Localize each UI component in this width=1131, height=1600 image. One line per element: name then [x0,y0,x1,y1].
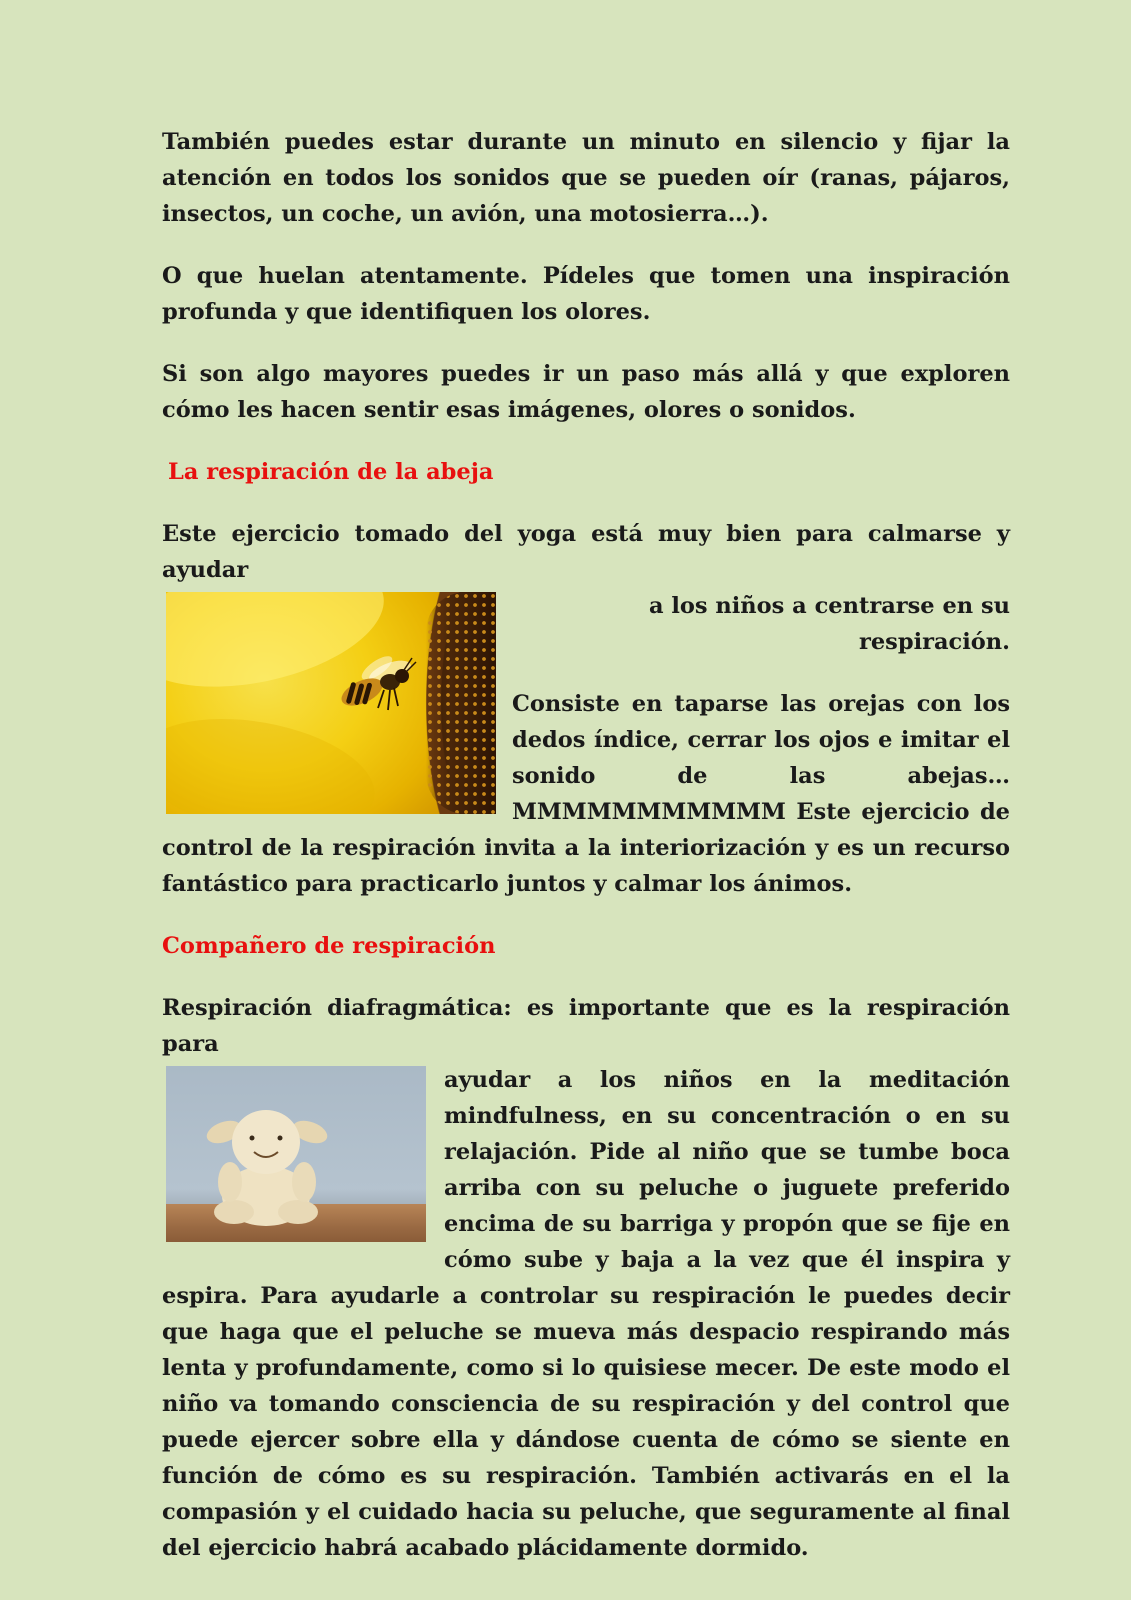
paragraph-silence: También puedes estar durante un minuto en silencio y fijar la atención en todos los sonidos que se pueden oír (ranas, pájaros, insectos, un coche, un avión, una motosierra…). [162,129,1010,227]
lamb-photo [166,1066,426,1242]
bee-photo [166,592,496,814]
bee-icon [332,650,422,720]
paragraph-smell: O que huelan atentamente. Pídeles que tomen una inspiración profunda y que identifiquen los olores. [162,263,1010,325]
paragraph-older-kids: Si son algo mayores puedes ir un paso más allá y que exploren cómo les hacen sentir esas imágenes, olores o sonidos. [162,361,1010,423]
paragraph-bee-intro: Este ejercicio tomado del yoga está muy bien para calmarse y ayudar [162,521,1010,583]
heading-bee-breathing: La respiración de la abeja [168,459,494,485]
paragraph-buddy-intro: Respiración diafragmática: es importante que es la respiración para [162,995,1010,1057]
document-page [162,124,1010,1592]
paragraph-bee-body: Consiste en taparse las orejas con los dedos índice, cerrar los ojos e imitar el sonido de las abejas… MMMMMMMMMMM Este ejercicio de control de la respiración invita a la interiorización y es un recurso fantástico para practicarlo juntos y calmar los ánimos. [162,691,1010,897]
plush-lamb-icon [194,1102,334,1228]
heading-breathing-buddy: Compañero de respiración [162,933,496,959]
paragraph-buddy-body: ayudar a los niños en la meditación mindfulness, en su concentración o en su relajación. Pide al niño que se tumbe boca arriba con su peluche o juguete preferido encima de su barriga y propón que se fije en cómo sube y baja a la vez que él inspira y espira. Para ayudarle a controlar su respiración le puedes decir que haga que el peluche se mueva más despacio respirando más lenta y profundamente, como si lo quisiese mecer. De este modo el niño va tomando consciencia de su respiración y del control que puede ejercer sobre ella y dándose cuenta de cómo se siente en función de cómo es su respiración. También activarás en el la compasión y el cuidado hacia su peluche, que seguramente al final del ejercicio habrá acabado plácidamente dormido. [162,1067,1010,1561]
paragraph-bee-intro-cont: a los niños a centrarse en su respiración. [648,593,1010,655]
